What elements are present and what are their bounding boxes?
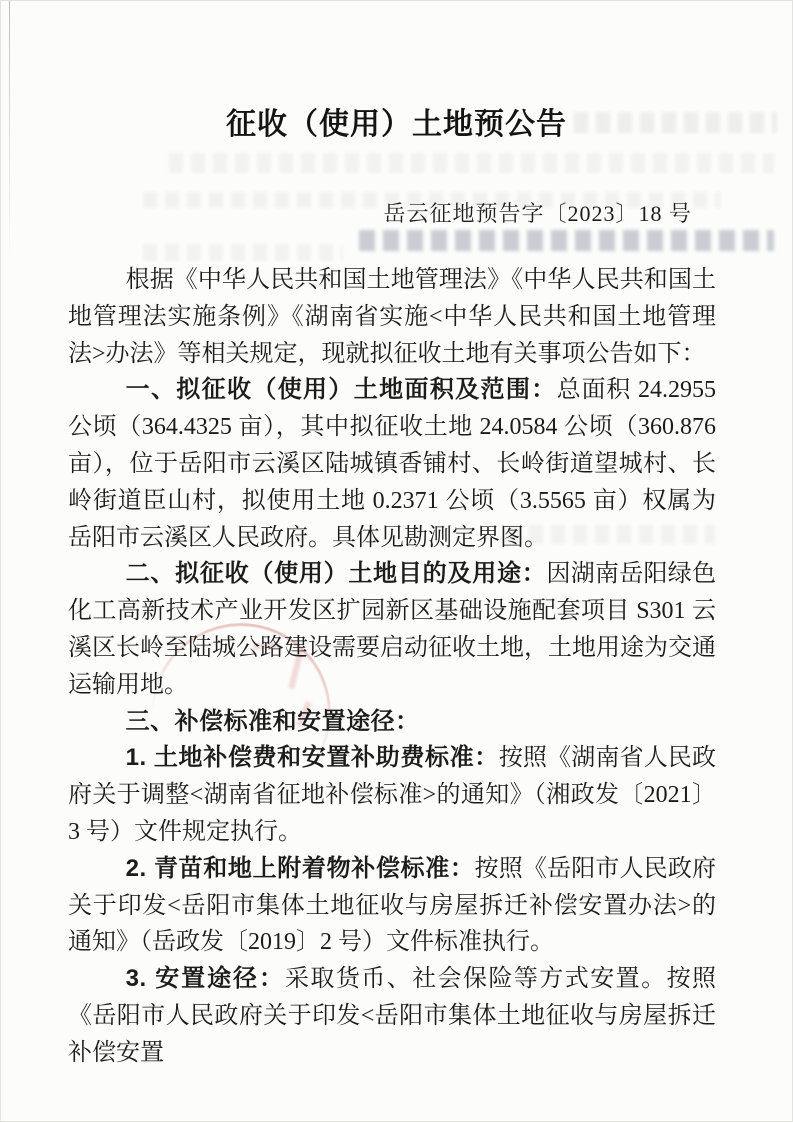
paragraph-lead: 1. 土地补偿费和安置补助费标准：	[125, 744, 499, 772]
bleed-through-artifact	[359, 230, 774, 251]
paragraph	[68, 262, 716, 372]
paragraph-text: 总面积 24.2955 公顷（364.4325 亩），其中拟征收土地 24.0584 公顷（360.876 亩），位于岳阳市云溪区陆城镇香铺村、长岭街道望城村、长岭街道臣山村，拟使用土地 0.2371 公顷（3.5565 亩）权属为岳阳市云溪区人民政府。具体见勘测定界图。	[68, 377, 717, 551]
paragraph-text: 采取货币、社会保险等方式安置。按照《岳阳市人民政府关于印发<岳阳市集体土地征收与房屋拆迁补偿安置	[68, 966, 717, 1066]
paragraph	[68, 851, 716, 961]
paragraph	[68, 372, 716, 556]
document-body	[68, 262, 716, 1072]
paragraph-lead: 三、补偿标准和安置途径：	[125, 707, 420, 735]
paragraph-text: 根据《中华人民共和国土地管理法》《中华人民共和国土地管理法实施条例》《湖南省实施<中华人民共和国土地管理法>办法》等相关规定，现就拟征收土地有关事项公告如下：	[68, 267, 716, 367]
document-title: 征收（使用）土地预公告	[226, 108, 567, 141]
paragraph-text: 按照《岳阳市人民政府关于印发<岳阳市集体土地征收与房屋拆迁补偿安置办法>的通知》（岳政发〔2019〕2 号）文件标准执行。	[68, 855, 717, 956]
paragraph-lead: 二、拟征收（使用）土地目的及用途：	[125, 560, 547, 588]
paragraph	[68, 556, 716, 703]
document-number: 岳云征地预告字〔2023〕18 号	[383, 201, 692, 226]
paragraph	[68, 961, 716, 1071]
paragraph-text: 按照《湖南省人民政府关于调整<湖南省征地补偿标准>的通知》（湘政发〔2021〕3 号）文件规定执行。	[68, 745, 717, 845]
paragraph-lead: 一、拟征收（使用）土地面积及范围：	[125, 376, 557, 404]
bleed-through-artifact	[143, 244, 343, 261]
paragraph	[68, 704, 716, 741]
paragraph-lead: 2. 青苗和地上附着物补偿标准：	[125, 854, 475, 882]
bleed-through-artifact	[169, 153, 774, 173]
paragraph	[68, 740, 716, 850]
paragraph-text: 因湖南岳阳绿色化工高新技术产业开发区扩园新区基础设施配套项目 S301 云溪区长岭至陆城公路建设需要启动征收土地，土地用途为交通运输用地。	[68, 561, 717, 698]
paragraph-lead: 3. 安置途径：	[125, 965, 285, 993]
